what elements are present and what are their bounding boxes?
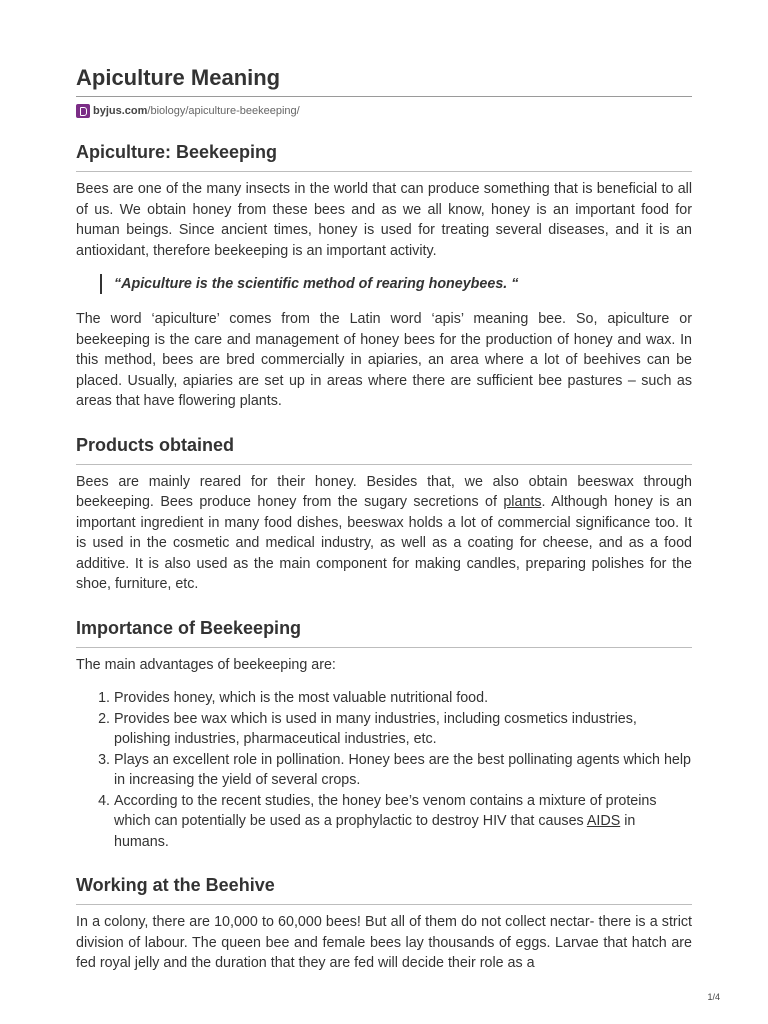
- section-divider: [76, 464, 692, 465]
- page-title: Apiculture Meaning: [76, 65, 281, 90]
- page-number: 1/4: [707, 992, 720, 1002]
- list-item: 2. Provides bee wax which is used in many industries, including cosmetics industries, polishing industries, pharmaceutical industries, etc.: [114, 709, 692, 750]
- plants-link[interactable]: plants: [503, 494, 542, 510]
- aids-link[interactable]: AIDS: [586, 813, 621, 829]
- products-text-2: . Although honey is an important ingredient in many food dishes, beeswax holds a lot of commercial significance too. It is used in the cosmetic and medical industry, as well as a coating for cheese, and as a food additive. It is also used as the main component for making candles, preparing polishes for the shoe, furniture, etc.: [76, 494, 692, 592]
- blockquote: [100, 274, 692, 294]
- title-divider: [76, 96, 692, 97]
- section-heading-importance: Importance of Beekeeping: [76, 617, 302, 638]
- products-paragraph: [76, 472, 692, 595]
- section-importance: [76, 615, 692, 853]
- list-item-text: According to the recent studies, the honey bee’s venom contains a mixture of proteins which can potentially be used as a prophylactic to destroy HIV that causes: [114, 792, 657, 829]
- section-heading-beehive: Working at the Beehive: [76, 875, 275, 895]
- section-products: [76, 432, 692, 595]
- article: [76, 60, 692, 974]
- quote-text: “Apiculture is the scientific method of rearing honeybees. “: [114, 276, 519, 292]
- list-item-text-end: in humans.: [114, 813, 636, 850]
- quote-bar: [100, 274, 102, 294]
- list-item: 1. Provides honey, which is the most valuable nutritional food.: [114, 688, 692, 709]
- intro-paragraph: Bees are one of the many insects in the world that can produce something that is beneficial to all of us. We obtain honey from these bees and as we all know, honey is an important food for human beings. Since ancient times, honey is used for treating several diseases, and it is an antioxidant, therefore beekeeping is an important activity.: [76, 181, 692, 259]
- advantages-list: [76, 688, 692, 852]
- list-item: 3. Plays an excellent role in pollination. Honey bees are the best pollinating agents which help in increasing the yield of several crops.: [114, 750, 692, 791]
- beehive-paragraph: In a colony, there are 10,000 to 60,000 bees! But all of them do not collect nectar- there is a strict division of labour. The queen bee and female bees lay thousands of eggs. Larvae that hatch are fed royal jelly and the duration that they are fed will decide their role as a: [76, 914, 692, 971]
- source-domain: byjus.com: [93, 105, 148, 117]
- section-divider: [76, 647, 692, 648]
- section-heading-apiculture: Apiculture: Beekeeping: [76, 142, 278, 162]
- products-text-1: Bees are mainly reared for their honey. Besides that, we also obtain beeswax through beekeeping. Bees produce honey from the sugary secretions of: [76, 473, 692, 510]
- advantages-intro: The main advantages of beekeeping are:: [76, 656, 336, 673]
- section-apiculture: [76, 139, 692, 412]
- source-url[interactable]: [76, 103, 692, 119]
- byjus-logo-icon: [76, 104, 90, 118]
- list-item: [114, 791, 692, 853]
- section-divider: [76, 904, 692, 905]
- section-heading-products: Products obtained: [76, 434, 235, 455]
- source-path: /biology/apiculture-beekeeping/: [147, 105, 300, 117]
- section-divider: [76, 171, 692, 172]
- section-beehive: [76, 872, 692, 974]
- definition-paragraph: The word ‘apiculture’ comes from the Latin word ‘apis’ meaning bee. So, apiculture or beekeeping is the care and management of honey bees for the production of honey and wax. In this method, bees are bred commercially in apiaries, an area where a lot of beehives can be placed. Usually, apiaries are set up in areas where there are sufficient bee pastures – such as areas that have flowering plants.: [76, 311, 692, 409]
